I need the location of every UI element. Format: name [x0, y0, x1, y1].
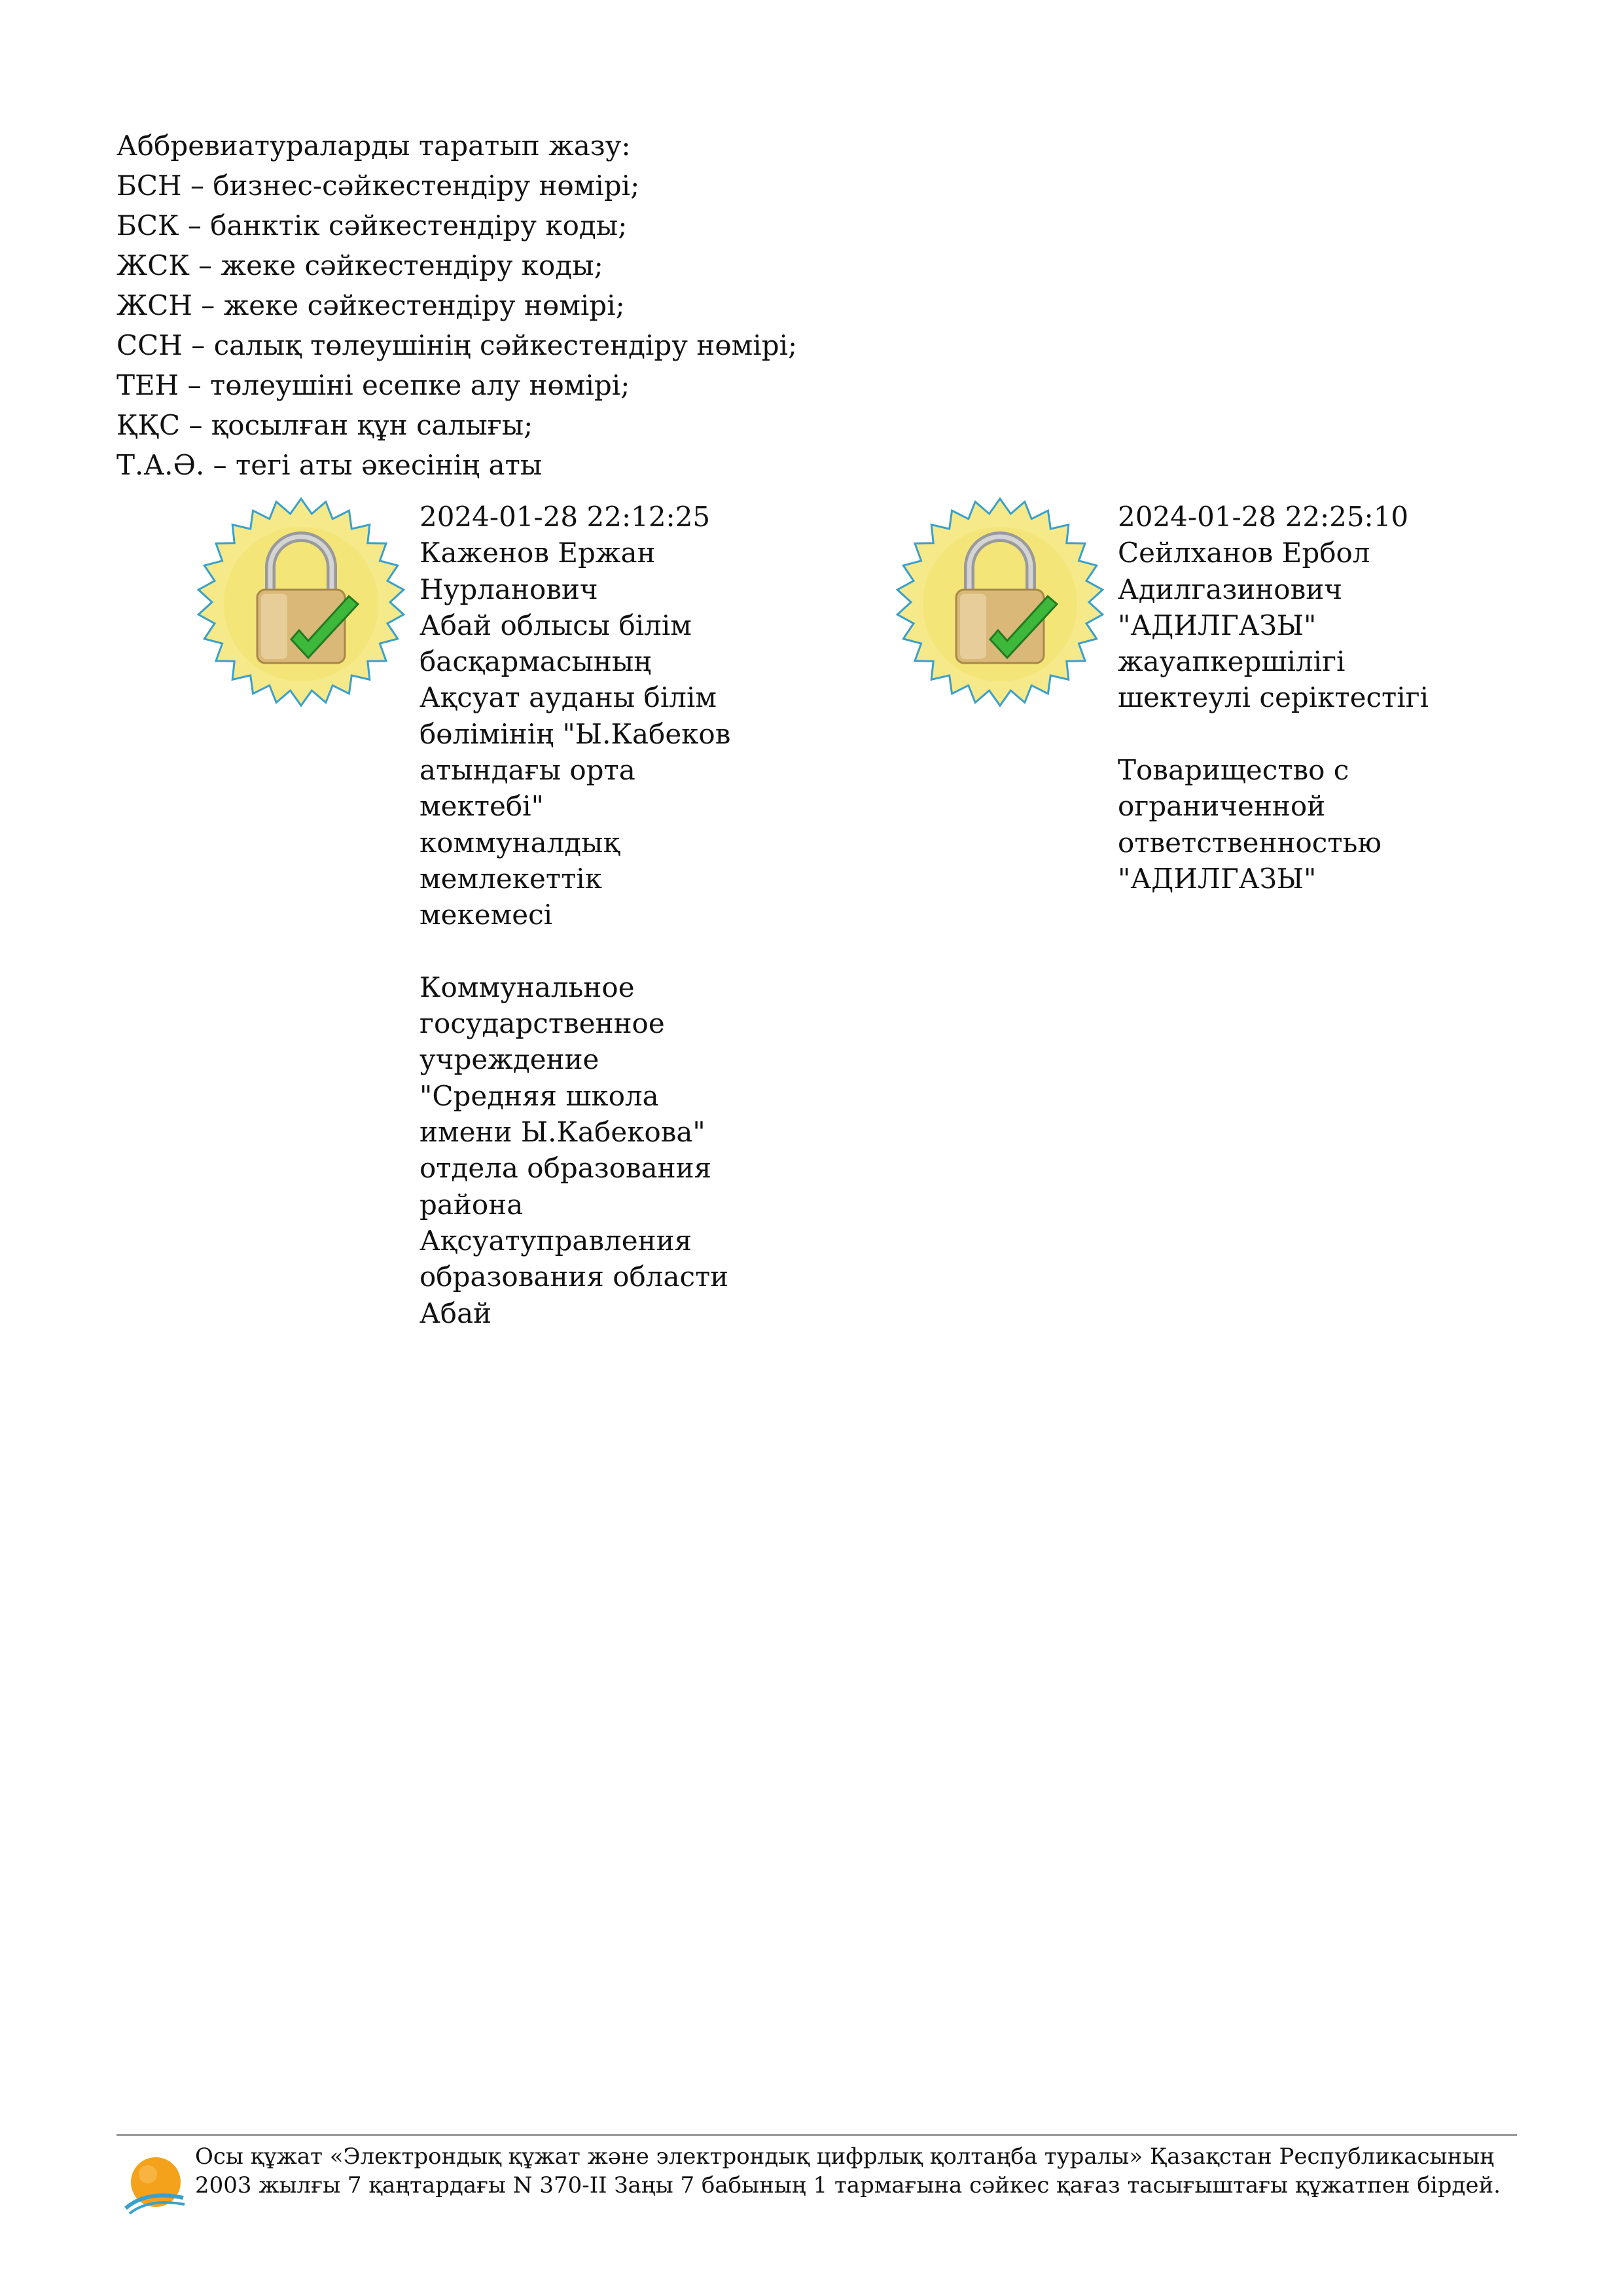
egov-sun-logo-icon [120, 2152, 186, 2217]
abbreviation-item: БСК – банктік сәйкестендіру коды; [116, 209, 628, 242]
padlock-seal-icon [193, 494, 409, 710]
abbreviation-item: ЖСН – жеке сәйкестендіру нөмірі; [116, 289, 625, 321]
abbreviation-item: Т.А.Ә. – тегі аты әкесінің аты [116, 449, 543, 481]
abbreviations-block [116, 126, 797, 485]
abbreviation-item: ҚҚС – қосылған құн салығы; [116, 409, 533, 441]
padlock-seal-icon [892, 494, 1108, 710]
abbreviations-heading: Аббревиатураларды таратып жазу: [116, 130, 631, 162]
abbreviation-item: ТЕН – төлеушіні есепке алу нөмірі; [116, 369, 630, 401]
abbreviation-item: ЖСК – жеке сәйкестендіру коды; [116, 249, 603, 281]
footer-divider [116, 2134, 1517, 2136]
signature-info: 2024-01-28 22:25:10 Сейлханов Ербол Адилгазинович "АДИЛГАЗЫ" жауапкершілігі шектеулі серіктестігі Товарищество с ограниченной ответственностью "АДИЛГАЗЫ" [1118, 501, 1429, 895]
signature-info: 2024-01-28 22:12:25 Каженов Ержан Нурланович Абай облысы білім басқармасының Ақсуат ауданы білім бөлімінің "Ы.Кабеков атындағы орта мектебі" коммуналдық мемлекеттік мекемесі Коммунальное государственное учреждение "Средняя школа имени Ы.Кабекова" отдела образования района Ақсуатуправления образования области Абай [419, 501, 731, 1329]
footer-legal-text: Осы құжат «Электрондық құжат және электрондық цифрлық қолтаңба туралы» Қазақстан Республикасының 2003 жылғы 7 қаңтардағы N 370-II Заңы 7 бабының 1 тармағына сәйкес қағаз тасығыштағы құжатпен бірдей. [195, 2144, 1501, 2198]
abbreviation-item: БСН – бизнес-сәйкестендіру нөмірі; [116, 170, 640, 202]
abbreviation-item: ССН – салық төлеушінің сәйкестендіру нөмірі; [116, 329, 798, 361]
